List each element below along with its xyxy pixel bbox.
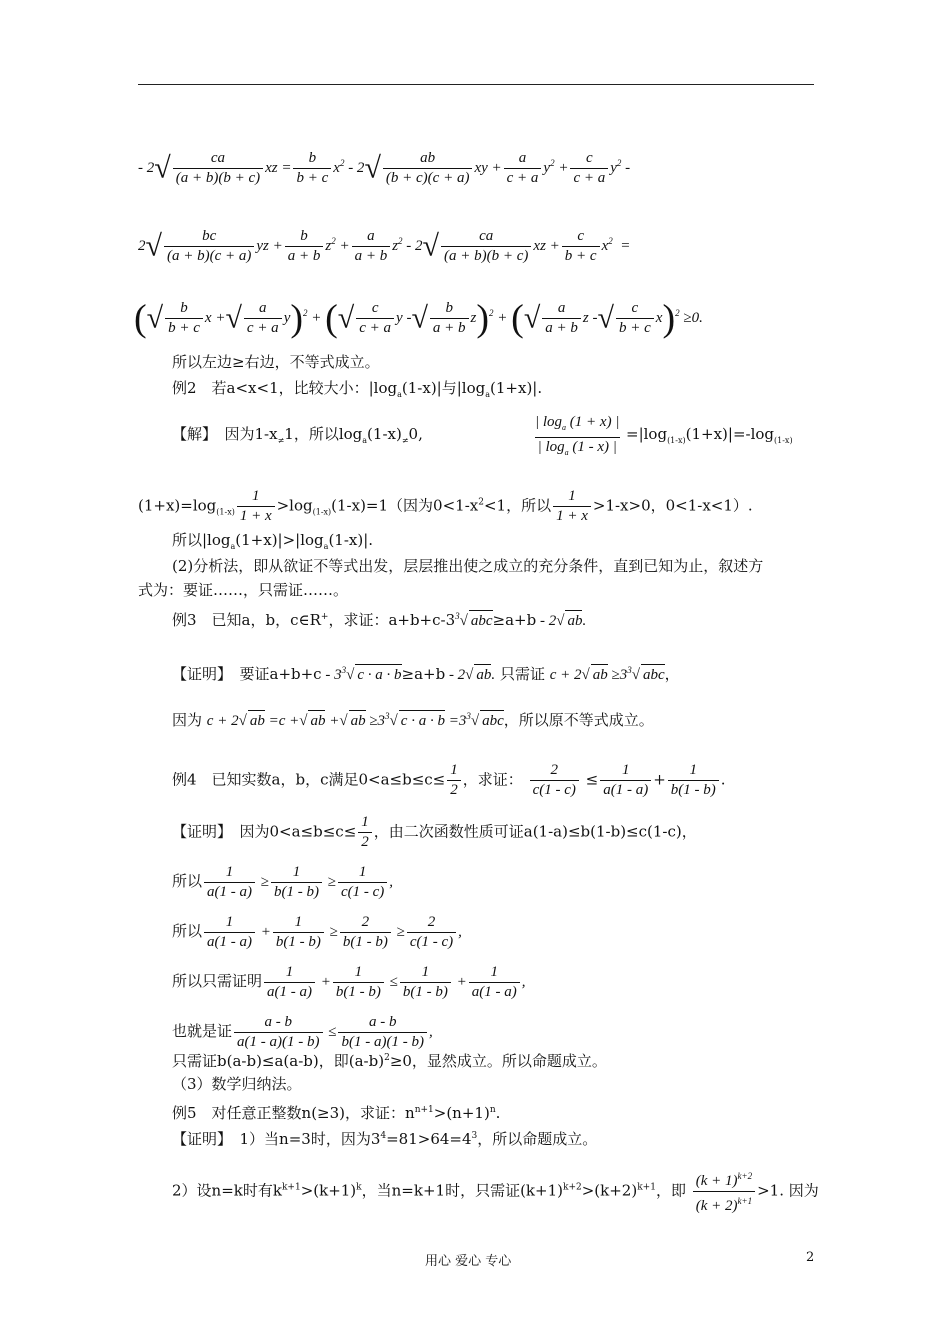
method-2-line-1: (2)分析法，即从欲证不等式出发，层层推出使之成立的充分条件，直到已知为止，叙述方: [172, 557, 764, 575]
example-4: 例4 已知实数a，b，c满足0<a≤b≤c≤ $\frac{1}{2}$ ，求证： $\frac{2}{c(1 - c)}$ ≤ $\frac{1}{a(1 - a)}$ + $\frac{1}{b(1 - b)}$ .: [172, 762, 726, 798]
formula-line-2: 2√ $\frac{bc}{(a + b)(c + a)}$ yz + $\frac{b}{a + b}$ $z^2$ + $\frac{a}{a + b}$ $z^2 - 2√$ $\frac{ca}{(a + b)(b + c)}$ xz + $\frac{c}{b + c}$ $x^2$ =: [138, 228, 631, 264]
text-conclusion-1: 所以左边≥右边，不等式成立。: [172, 353, 380, 371]
example-2: 例2 若a<x<1，比较大小：$|\log_a(1-x)|$与$|\log_a(1+x)|$.: [172, 379, 543, 399]
proof-4-line-6: 只需证b(a-b)≤a(a-b)，即$(a-b)^2\ge 0$，显然成立。所以命题成立。: [172, 1052, 607, 1070]
formula-line-1: - 2√ $\frac{ca}{(a + b)(b + c)}$ xz = $\frac{b}{b + c}$ $x^2 - 2√$ $\frac{ab}{(b + c)(c + a)}$ xy + $\frac{a}{c + a}$ $y^2$ + $\frac{c}{c + a}$ $y^2$ -: [138, 150, 631, 186]
proof-4-line-2: 所以 $\frac{1}{a(1 - a)}$ ≥ $\frac{1}{b(1 - b)}$ ≥ $\frac{1}{c(1 - c)}$ ,: [172, 864, 394, 900]
proof-3-line-1: 【证明】 要证$a+b+c - 3^3√$ c · a · b≥a+b - 2√ ab. 只需证 c + 2√ ab $\ge 3^3√$ abc，: [172, 665, 680, 683]
example-3: 例3 已知a，b，c∈R+，求证：$a+b+c-3^3√$ abc≥a+b - 2√ ab.: [172, 611, 587, 629]
solution-2-line-2: $(1+x)=\log_{(1-x)}$ $\frac{1}{1 + x}$ $>\log_{(1-x)}(1-x)=1$（因为$0<1-x^2<1$，所以 $\frac{1}{1 + x}$ >1-x>0，0<1-x<1）.: [138, 488, 753, 524]
solution-2-fraction: $\frac{| \log_a (1 + x) |}{| \log_a (1 - x) |}$: [530, 414, 624, 461]
proof-5-line-1: 【证明】 1）当n=3时，因为$3^4=81>64=4^3$，所以命题成立。: [172, 1130, 598, 1148]
conclusion-2: 所以$|\log_a(1+x)|>|\log_a(1-x)|$.: [172, 531, 374, 551]
proof-4-line-1: 【证明】 因为0<a≤b≤c≤ $\frac{1}{2}$ ，由二次函数性质可证a(1-a)≤b(1-b)≤c(1-c)，: [172, 814, 697, 850]
page-number: 2: [806, 1250, 815, 1265]
proof-5-line-2: 2）设n=k时有$k^{k+1}>(k+1)^k$，当n=k+1时，只需证$(k+1)^{k+2}>(k+2)^{k+1}$，即 $\frac{(k + 1)^{k+2}}{(k + 2)^{k+1}}$ >1. 因为: [172, 1171, 819, 1214]
method-2-line-2: 式为：要证……，只需证……。: [138, 581, 349, 599]
proof-3-line-2: 因为 c + 2√ ab =c +√ ab +√ ab $\ge 3^3√$ $c \cdot a \cdot b =3^3√$ abc，所以原不等式成立。: [172, 711, 654, 729]
header-rule: [138, 84, 814, 85]
proof-4-line-4: 所以只需证明 $\frac{1}{a(1 - a)}$ + $\frac{1}{b(1 - b)}$ ≤ $\frac{1}{b(1 - b)}$ + $\frac{1}{a(1 - a)}$ ,: [172, 964, 526, 1000]
footer-motto: 用心 爱心 专心: [425, 1254, 512, 1269]
solution-2-line-1: 【解】 因为$1-x_\ne 1$，所以$\log_a(1-x)_\ne 0$,: [172, 425, 423, 445]
proof-4-line-3: 所以 $\frac{1}{a(1 - a)}$ + $\frac{1}{b(1 - b)}$ ≥ $\frac{2}{b(1 - b)}$ ≥ $\frac{2}{c(1 - c)}$ ,: [172, 914, 462, 950]
method-3: （3）数学归纳法。: [172, 1075, 302, 1093]
proof-4-line-5: 也就是证 $\frac{a - b}{a(1 - a)(1 - b)}$ ≤ $\frac{a - b}{b(1 - a)(1 - b)}$ ,: [172, 1014, 433, 1050]
solution-2-tail: $=|\log_{(1-x)}(1+x)|=-\log_{(1-x)}$: [626, 425, 793, 445]
example-5: 例5 对任意正整数n(≥3)，求证：$n^{n+1}>(n+1)^n$.: [172, 1104, 501, 1122]
formula-line-3: (√ $\frac{b}{b + c}$ x +√ $\frac{a}{c + a}$ y)$^2$ + (√ $\frac{c}{c + a}$ y -√ $\frac{b}{a + b}$ z)$^2$ + (√ $\frac{a}{a + b}$ z -√ $\frac{c}{b + c}$ x)$^2$ ≥0.: [134, 297, 703, 340]
